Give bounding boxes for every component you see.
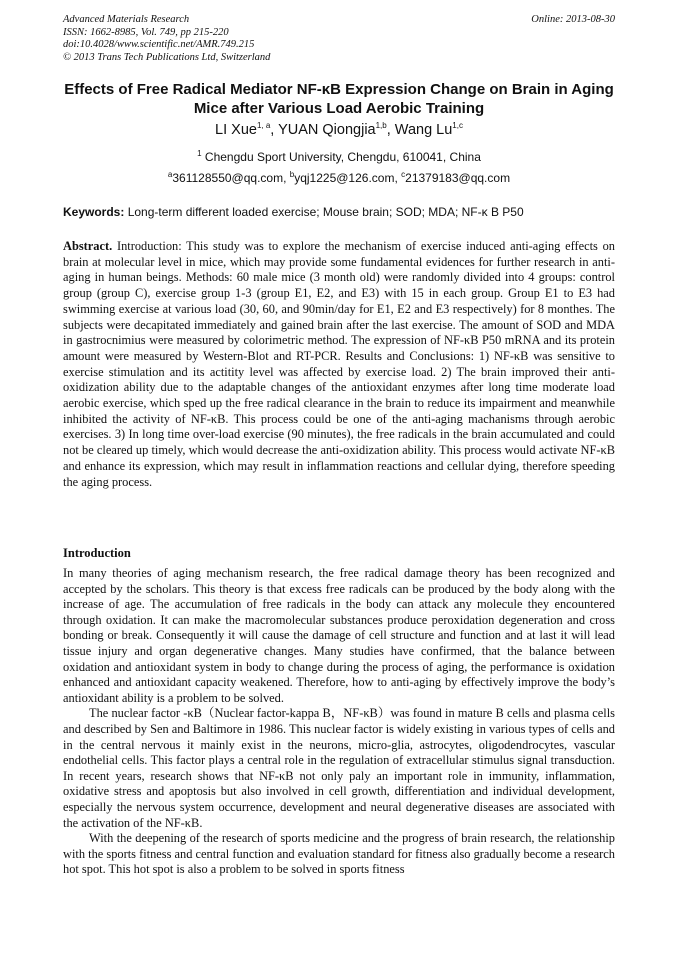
online-date: Online: 2013-08-30 (531, 14, 615, 25)
keywords-text: Long-term different loaded exercise; Mouse brain; SOD; MDA; NF-κ B P50 (127, 205, 524, 219)
author-affiliation-mark: 1,c (452, 121, 463, 131)
paragraph: With the deepening of the research of sports medicine and the progress of brain research, the relationship with the sports fitness and central function and evaluation standard for fitness also gradually become a research hot spot. This hot spot is also a problem to be solved in sports fitness (63, 831, 615, 877)
author-list: LI Xue$^{1, a}$, YUAN Qiongjia$^{1,b}$, Wang Lu$^{1,c}$ (215, 121, 463, 138)
journal-name: Advanced Materials Research (63, 14, 190, 25)
author-name: YUAN Qiongjia (278, 122, 376, 138)
paper-title: Effects of Free Radical Mediator NF-κB Expression Change on Brain in Aging Mice after Various Load Aerobic Training (64, 81, 614, 117)
email-mark: a (167, 170, 173, 179)
introduction-body (63, 566, 615, 878)
abstract (63, 239, 615, 490)
author-affiliation-mark: 1, a (256, 121, 271, 131)
journal-header (63, 14, 615, 64)
keywords-label: Keywords: (63, 205, 125, 219)
email-list: $^a$361128550@qq.com, $^b$yqj1225@126.com, $^c$21379183@qq.com (167, 170, 511, 185)
email-address[interactable]: yqj1225@126.com (294, 171, 395, 185)
abstract-label: Abstract. (63, 239, 113, 253)
abstract-text: Introduction: This study was to explore the mechanism of exercise induced anti-aging effects on brain at molecular level in mice, which may provide some fundamental evidences for further research in anti-aging in human beings. Methods: 60 male mice (3 month old) were randomly divided into 4 groups: control group (group C), exercise group 1-3 (group E1, E2, and E3) with 15 in each group. Group E1 to E3 had swimming exercise at various load (30, 60, and 90min/day for E1, E2 and E3 respectively) for 8 monthes. The subjects were decapitated immediately and gained brain after the last exercise. The amount of SOD and MDA in gastrocnimius were measured by colorimetric method. The expression of NF-κB P50 mRNA and its protein amount were measured by Western-Blot and RT-PCR. Results and Conclusions: 1) NF-κB was sensitive to exercise stimulation and its actitity level was affected by exercise load. 2) The brain improved their anti-oxidization ability due to the adaptable changes of the antioxidant enzymes after long time moderate load aerobic exercise, which sped up the free radical clearance in the brain to reduce its impairment and meanwhile inhibited the activity of NF-κB. This process could be one of the anti-aging machanisms through aerobic exercises. 3) In long time over-load exercise (90 minutes), the free radicals in the brain accumulated and could not be cleared up timely, which would decrease the anti-oxidization ability. This process would activate NF-κB and enhance its expression, which may result in inflammation reactions and cellular dying, therefore speeding the aging process. (63, 239, 615, 489)
author-name: LI Xue (215, 122, 257, 138)
affiliation-mark: 1 (197, 149, 202, 158)
affiliation-text: Chengdu Sport University, Chengdu, 610041, China (204, 150, 481, 164)
email-address[interactable]: 21379183@qq.com (405, 171, 511, 185)
paragraph: In many theories of aging mechanism research, the free radical damage theory has been recognized and accepted by the scholars. This theory is that excess free radicals can be produced by the body along with the increase of age. The accumulation of free radicals in the body can attack any molecule they encountered through oxidation. It can make the macromolecular substances produce peroxidation degeneration and cross bonding or break. Consequently it will cause the damage of cell structure and function and at last it will lead tissue injury and organ degenerative changes. Many studies have confirmed, that the balance between oxidation and antioxidant system in body to change during the process of aging, the performance is oxidation enhanced and antioxidant capacity weakened. Therefore, how to anti-aging by effectively improve the body’s antioxidant ability is a problem to be solved. (63, 566, 615, 705)
paragraph: The nuclear factor -κB（Nuclear factor-kappa B，NF-κB）was found in mature B cells and plasma cells and described by Sen and Baltimore in 1986. This nuclear factor is widely existing in various types of cells and in the central nervous it mainly exist in the neurons, micro-glia, astrocytes, oligodendrocytes, vascular endothelial cells. This factor plays a central role in the regulation of extracellular stimulus signal transduction. In recent years, research shows that NF-κB not only paly an important role in immunity, inflammation, oxidative stress and apoptosis but also involved in cell growth, differentiation and individual development, especially the nervous system occurrence, development and neural degenerative diseases are associated with the activation of the NF-κB. (63, 706, 615, 830)
journal-issn: ISSN: 1662-8985, Vol. 749, pp 215-220 (63, 26, 229, 38)
affiliation (0, 150, 678, 164)
email-address[interactable]: 361128550@qq.com (172, 171, 284, 185)
email-mark: b (289, 170, 295, 179)
author-name: Wang Lu (394, 122, 453, 138)
journal-copyright: © 2013 Trans Tech Publications Ltd, Switzerland (63, 51, 271, 63)
journal-doi: doi:10.4028/www.scientific.net/AMR.749.215 (63, 39, 255, 50)
introduction-heading: Introduction (63, 546, 131, 560)
author-affiliation-mark: 1,b (375, 121, 387, 131)
email-mark: c (401, 170, 406, 179)
keywords (63, 205, 615, 219)
